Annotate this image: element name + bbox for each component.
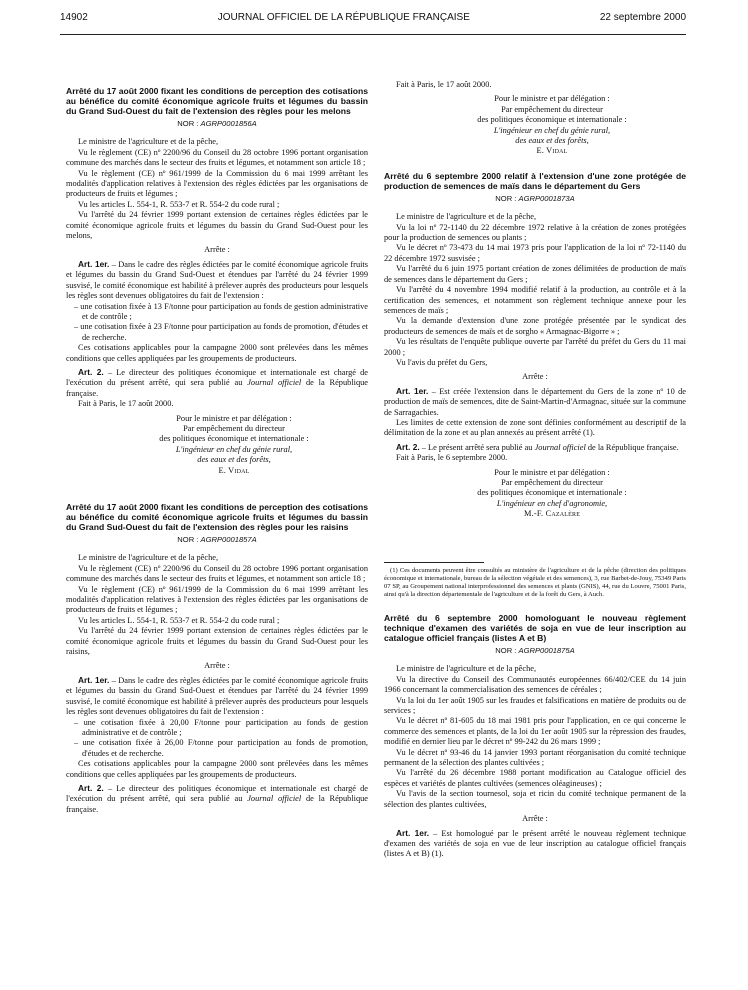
signature-line: Par empêchement du directeur bbox=[501, 104, 603, 114]
signature-line: des eaux et des forêts, bbox=[197, 455, 271, 465]
article-text: – Est créée l'extension dans le département du Gers de la zone nº 10 de production de maïs de semences, dite de Saint-Martin-d'Armagnac, située sur la commune de Sarragachies. bbox=[384, 386, 686, 417]
article-text: – Le présent arrêté sera publié au bbox=[419, 442, 535, 452]
nor-label: NOR : bbox=[495, 646, 517, 655]
page-number: 14902 bbox=[60, 12, 88, 23]
article-2 bbox=[384, 442, 686, 453]
article-1 bbox=[66, 675, 368, 718]
signature-line: Pour le ministre et par délégation : bbox=[176, 413, 292, 423]
article-text: de la République française. bbox=[66, 794, 368, 814]
visa-paragraph: Vu le règlement (CE) nº 961/1999 de la Commission du 6 mai 1999 arrêtant les modalités d'application relatives à l'extension des règles édictées par les organisations de producteurs de fruits et légumes ; bbox=[66, 584, 368, 615]
visa-paragraph: Vu les articles L. 554-1, R. 553-7 et R. 554-2 du code rural ; bbox=[78, 615, 280, 625]
nor-reference bbox=[66, 119, 368, 129]
signature-block bbox=[66, 414, 368, 476]
article-text: – Dans le cadre des règles édictées par le comité économique agricole fruits et légumes du bassin du Grand Sud-Ouest et étendues par l'arrêté du 24 février 1999 susvisé, le comité économique est habilité à prélever auprès des producteurs pour lesquels les règles sont devenues obligatoires du fait de l'extension : bbox=[66, 675, 368, 717]
issue-date: 22 septembre 2000 bbox=[599, 12, 686, 23]
nor-label: NOR : bbox=[495, 193, 517, 203]
article-label: Art. 2. bbox=[396, 441, 420, 452]
visa-paragraph: Vu la loi du 1er août 1905 sur les fraudes et falsifications en matière de produits ou de services ; bbox=[384, 695, 686, 716]
arrete-heading: Arrête : bbox=[522, 372, 548, 382]
place-date: Fait à Paris, le 17 août 2000. bbox=[78, 399, 174, 409]
left-column bbox=[66, 86, 368, 984]
arrete-melons bbox=[66, 86, 368, 476]
right-column bbox=[384, 80, 686, 984]
nor-reference bbox=[384, 646, 686, 656]
arrete-heading: Arrête : bbox=[522, 814, 548, 824]
journal-officiel-italic: Journal officiel bbox=[247, 378, 302, 388]
dash-item: – une cotisation fixée à 20,00 F/tonne pour participation au fonds de gestion administrative et de contrôle ; bbox=[74, 717, 368, 737]
dash-item: – une cotisation fixée à 26,00 F/tonne pour participation au fonds de promotion, d'études et de recherche. bbox=[74, 738, 368, 758]
article-1 bbox=[66, 259, 368, 302]
visa-paragraph: Vu l'arrêté du 26 décembre 1988 portant modification au Catalogue officiel des espèces et variétés de plantes cultivées (semences oléagineuses) ; bbox=[384, 768, 686, 788]
nor-code: AGRP0001873A bbox=[518, 193, 575, 203]
footnote-divider bbox=[384, 562, 484, 563]
place-date: Fait à Paris, le 17 août 2000. bbox=[396, 80, 492, 89]
visa-paragraph: Vu le règlement (CE) nº 2200/96 du Conseil du 28 octobre 1996 portant organisation commune des marchés dans le secteur des fruits et légumes, et notamment son article 18 ; bbox=[66, 563, 368, 584]
visa-paragraph: Vu l'arrêté du 24 février 1999 portant extension de certaines règles édictées par le comité économique agricole fruits et légumes du bassin du Grand Sud-Ouest pour les melons, bbox=[66, 210, 368, 241]
nor-reference bbox=[66, 535, 368, 545]
signature-block bbox=[384, 94, 686, 156]
visa-paragraph: Vu l'arrêté du 24 février 1999 portant extension de certaines règles édictées par le comité économique agricole fruits et légumes du bassin du Grand Sud-Ouest pour les raisins, bbox=[66, 626, 368, 657]
visa-paragraph: Vu les articles L. 554-1, R. 553-7 et R. 554-2 du code rural ; bbox=[78, 199, 280, 209]
signatory-name: E. Vidal bbox=[536, 146, 568, 156]
arrete-title: Arrêté du 6 septembre 2000 homologuant le nouveau règlement technique d'examen des variétés de soja en vue de leur inscription au catalogue officiel français (listes A et B) bbox=[384, 613, 686, 643]
section-spacer bbox=[384, 157, 686, 171]
page-header bbox=[60, 12, 686, 35]
article-label: Art. 2. bbox=[78, 366, 104, 377]
signature-line: des politiques économique et internationale : bbox=[477, 488, 627, 498]
signature-line: des politiques économique et internationale : bbox=[159, 434, 309, 444]
minister-intro: Le ministre de l'agriculture et de la pêche, bbox=[396, 212, 537, 222]
minister-intro: Le ministre de l'agriculture et de la pêche, bbox=[78, 137, 219, 147]
journal-officiel-italic: Journal officiel bbox=[534, 442, 586, 452]
visa-paragraph: Vu l'avis du préfet du Gers, bbox=[396, 357, 488, 367]
visa-paragraph: Vu la directive du Conseil des Communautés européennes 66/402/CEE du 14 juin 1966 concernant la commercialisation des semences de céréales ; bbox=[384, 674, 686, 695]
visa-paragraph: Vu l'arrêté du 6 juin 1975 portant création de zones délimitées de production de maïs de semences dans le département du Gers ; bbox=[384, 264, 686, 284]
arrete-heading: Arrête : bbox=[204, 245, 230, 255]
visa-paragraph: Vu l'arrêté du 4 novembre 1994 modifié relatif à la production, au contrôle et à la certification des semences, et notamment son règlement technique annexe pour les semences de maïs ; bbox=[384, 285, 686, 315]
article-label: Art. 1er. bbox=[396, 385, 429, 396]
signatory-name: M.-F. Cazalère bbox=[523, 509, 581, 519]
visa-paragraph: Vu le décret nº 81-605 du 18 mai 1981 pris pour l'application, en ce qui concerne le commerce des semences et plants, de la loi du 1er août 1905 sur la répression des fraudes, modifié en dernier lieu par le décret nº 99-242 du 26 mars 1999 ; bbox=[384, 716, 686, 747]
section-spacer bbox=[66, 476, 368, 502]
visa-paragraph: Vu le règlement (CE) nº 2200/96 du Conseil du 28 octobre 1996 portant organisation commune des marchés dans le secteur des fruits et légumes, et notamment son article 18 ; bbox=[66, 147, 368, 168]
article-label: Art. 1er. bbox=[78, 674, 110, 685]
nor-label: NOR : bbox=[177, 535, 199, 544]
article-text: – Est homologué par le présent arrêté le nouveau règlement technique d'examen des variétés de soja en vue de leur inscription au catalogue officiel français (listes A et B) (1). bbox=[384, 828, 686, 859]
signature-line: L'ingénieur en chef d'agronomie, bbox=[496, 498, 608, 508]
signature-line: Pour le ministre et par délégation : bbox=[494, 467, 610, 477]
nor-code: AGRP0001857A bbox=[200, 535, 257, 544]
signatory-name: E. Vidal bbox=[218, 465, 250, 475]
visa-paragraph: Vu la demande d'extension d'une zone protégée présentée par le syndicat des producteurs de semences de maïs et de sorgho « Armagnac-Bigorre » ; bbox=[384, 316, 686, 336]
article-1 bbox=[384, 828, 686, 860]
signature-line: L'ingénieur en chef du génie rural, bbox=[175, 444, 293, 454]
nor-code: AGRP0001875A bbox=[518, 646, 575, 655]
arrete-heading: Arrête : bbox=[204, 661, 230, 671]
signature-line: Pour le ministre et par délégation : bbox=[494, 94, 610, 104]
signature-line: des eaux et des forêts, bbox=[515, 136, 589, 146]
nor-code: AGRP0001856A bbox=[200, 119, 257, 128]
arrete-mais-gers bbox=[384, 171, 686, 599]
place-date: Fait à Paris, le 6 septembre 2000. bbox=[396, 453, 508, 463]
article-2 bbox=[66, 367, 368, 399]
body-paragraph: Les limites de cette extension de zone sont définies conformément au descriptif de la délimitation de la zone et au plan annexés au présent arrêté (1). bbox=[384, 417, 686, 438]
article-label: Art. 2. bbox=[78, 782, 104, 793]
body-paragraph: Ces cotisations applicables pour la campagne 2000 sont prélevées dans les mêmes conditions que celles appliquées par les groupements de producteurs. bbox=[66, 759, 368, 779]
signature-line: des politiques économique et internationale : bbox=[477, 115, 627, 125]
article-text: de la République française. bbox=[585, 442, 679, 452]
article-text: de la République française. bbox=[66, 378, 368, 398]
arrete-soja bbox=[384, 613, 686, 860]
article-label: Art. 1er. bbox=[396, 827, 430, 838]
section-spacer bbox=[384, 599, 686, 613]
signature-line: Par empêchement du directeur bbox=[501, 478, 603, 487]
visa-paragraph: Vu la loi nº 72-1140 du 22 décembre 1972 relative à la création de zones protégées pour la production de semences ou plants ; bbox=[384, 222, 686, 243]
journal-officiel-italic: Journal officiel bbox=[247, 794, 302, 804]
nor-label: NOR : bbox=[177, 119, 199, 128]
arrete-title: Arrêté du 17 août 2000 fixant les conditions de perception des cotisations au bénéfice du comité économique agricole fruits et légumes du bassin du Grand Sud-Ouest du fait de l'extension des règles pour les raisins bbox=[66, 502, 368, 532]
article-text: – Le directeur des politiques économique et internationale est chargé de l'exécution du présent arrêté, qui sera publié au bbox=[66, 783, 368, 804]
article-label: Art. 1er. bbox=[78, 258, 110, 269]
article-2 bbox=[66, 783, 368, 815]
signature-line: Par empêchement du directeur bbox=[183, 423, 285, 433]
arrete-title: Arrêté du 6 septembre 2000 relatif à l'extension d'une zone protégée de production de semences de maïs dans le département du Gers bbox=[384, 170, 686, 191]
article-text: – Dans le cadre des règles édictées par le comité économique agricole fruits et légumes du bassin du Grand Sud-Ouest et étendues par l'arrêté du 24 février 1999 susvisé, le comité économique est habilité à prélever auprès des producteurs pour lesquels les règles sont devenues obligatoires du fait de l'extension : bbox=[66, 259, 368, 301]
dash-item: – une cotisation fixée à 13 F/tonne pour participation au fonds de gestion administrative et de contrôle ; bbox=[74, 301, 368, 321]
visa-paragraph: Vu les résultats de l'enquête publique ouverte par l'arrêté du préfet du Gers du 11 mai 2000 ; bbox=[384, 337, 686, 357]
arrete-raisins bbox=[66, 502, 368, 815]
nor-reference bbox=[384, 194, 686, 204]
arrete-title: Arrêté du 17 août 2000 fixant les conditions de perception des cotisations au bénéfice du comité économique agricole fruits et légumes du bassin du Grand Sud-Ouest du fait de l'extension des règles pour les melons bbox=[66, 86, 368, 116]
article-1 bbox=[384, 386, 686, 418]
footnote: (1) Ces documents peuvent être consultés au ministère de l'agriculture et de la pêche (direction des politiques économique et internationale, bureau de la sélection végétale et des semences), 3, rue Barbet-de-Jouy, 75349 Paris 07 SP, au Groupement national interprofessionnel des semences et plants (GNIS), 44, rue du Louvre, 75001 Paris, ainsi qu'à la direction départementale de l'agriculture et de la forêt du Gers, à Auch. bbox=[384, 566, 686, 598]
visa-paragraph: Vu l'avis de la section tournesol, soja et ricin du comité technique permanent de la sélection des plantes cultivées, bbox=[384, 789, 686, 809]
minister-intro: Le ministre de l'agriculture et de la pêche, bbox=[396, 664, 537, 674]
visa-paragraph: Vu le règlement (CE) nº 961/1999 de la Commission du 6 mai 1999 arrêtant les modalités d'application relatives à l'extension des règles édictées par les organisations de producteurs de fruits et légumes ; bbox=[66, 168, 368, 199]
visa-paragraph: Vu le décret nº 93-46 du 14 janvier 1993 portant réorganisation du comité technique permanent de la sélection des plantes cultivées ; bbox=[384, 747, 686, 768]
signature-line: L'ingénieur en chef du génie rural, bbox=[493, 125, 611, 135]
signature-block bbox=[384, 468, 686, 520]
dash-item: – une cotisation fixée à 23 F/tonne pour participation au fonds de promotion, d'études et de recherche. bbox=[74, 322, 368, 342]
visa-paragraph: Vu le décret nº 73-473 du 14 mai 1973 pris pour l'application de la loi nº 72-1140 du 22 décembre 1972 susvisée ; bbox=[384, 243, 686, 263]
body-paragraph: Ces cotisations applicables pour la campagne 2000 sont prélevées dans les mêmes conditions que celles appliquées par les groupements de producteurs. bbox=[66, 343, 368, 363]
journal-title: JOURNAL OFFICIEL DE LA RÉPUBLIQUE FRANÇAISE bbox=[217, 12, 470, 23]
continued-signature bbox=[384, 80, 686, 157]
minister-intro: Le ministre de l'agriculture et de la pêche, bbox=[78, 553, 219, 563]
article-text: – Le directeur des politiques économique et internationale est chargé de l'exécution du présent arrêté, qui sera publié au bbox=[66, 367, 368, 388]
